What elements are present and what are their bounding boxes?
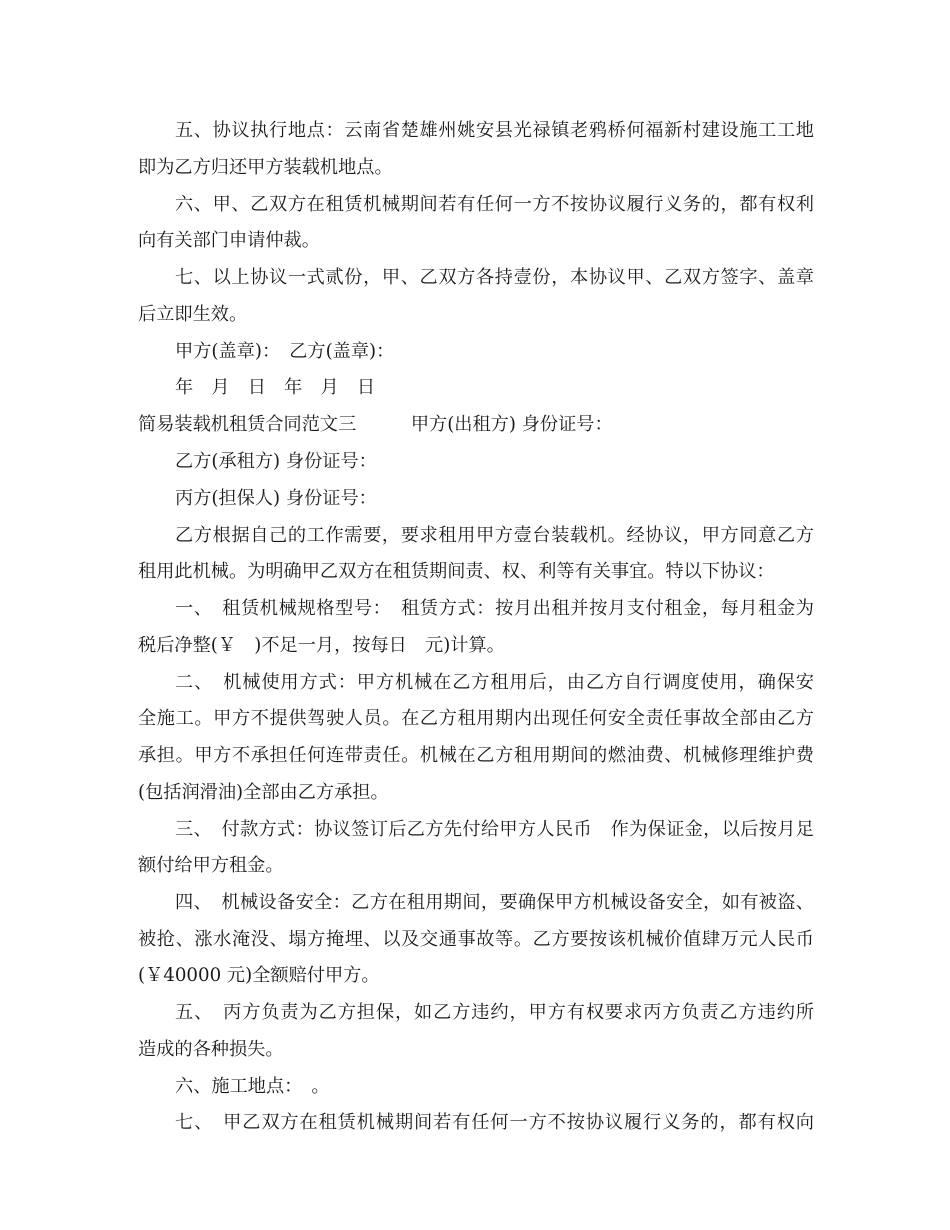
- clause-line: 二、 机械使用方式：甲方机械在乙方租用后，由乙方自行调度使用，确保安: [175, 672, 814, 693]
- paragraph-line: 后立即生效。: [138, 304, 248, 325]
- signature-line: 甲方(盖章)： 乙方(盖章)：: [175, 341, 395, 362]
- clause-line: 造成的各种损失。: [138, 1039, 284, 1060]
- paragraph-line: 五、协议执行地点：云南省楚雄州姚安县光禄镇老鸦桥何福新村建设施工工地: [175, 120, 814, 141]
- clause-line: (包括润滑油)全部由乙方承担。: [138, 782, 389, 803]
- paragraph-line: 乙方根据自己的工作需要，要求租用甲方壹台装载机。经协议，甲方同意乙方: [175, 525, 814, 546]
- paragraph-line: 租用此机械。为明确甲乙双方在租赁期间责、权、利等有关事宜。特以下协议：: [138, 561, 775, 582]
- paragraph-line: 六、甲、乙双方在租赁机械期间若有任何一方不按协议履行义务的，都有权利: [175, 194, 814, 215]
- clause-line: 三、 付款方式：协议签订后乙方先付给甲方人民币 作为保证金，以后按月足: [175, 819, 814, 840]
- paragraph-line: 向有关部门申请仲裁。: [138, 230, 320, 251]
- paragraph-line: 即为乙方归还甲方装载机地点。: [138, 157, 393, 178]
- clause-line: 全施工。甲方不提供驾驶人员。在乙方租用期内出现任何安全责任事故全部由乙方: [138, 708, 814, 729]
- clause-line: (￥40000 元)全额赔付甲方。: [138, 965, 380, 986]
- clause-line: 一、 租赁机械规格型号： 租赁方式：按月出租并按月支付租金，每月租金为: [175, 598, 814, 619]
- clause-line: 五、 丙方负责为乙方担保，如乙方违约，甲方有权要求丙方负责乙方违约所: [175, 1002, 814, 1023]
- party-c-line: 丙方(担保人) 身份证号：: [175, 488, 377, 509]
- clause-line: 额付给甲方租金。: [138, 855, 284, 876]
- clause-line: 七、 甲乙双方在租赁机械期间若有任何一方不按协议履行义务的，都有权向: [175, 1112, 814, 1133]
- party-b-line: 乙方(承租方) 身份证号：: [175, 451, 377, 472]
- contract-title-line: 简易装载机租赁合同范文三 甲方(出租方) 身份证号：: [138, 414, 613, 435]
- clause-line: 六、施工地点： 。: [175, 1076, 330, 1097]
- paragraph-line: 七、以上协议一式贰份，甲、乙双方各持壹份，本协议甲、乙双方签字、盖章: [175, 267, 814, 288]
- date-line: 年 月 日 年 月 日: [175, 377, 376, 398]
- clause-line: 被抢、涨水淹没、塌方掩埋、以及交通事故等。乙方要按该机械价值肆万元人民币: [138, 929, 814, 950]
- clause-line: 承担。甲方不承担任何连带责任。机械在乙方租用期间的燃油费、机械修理维护费: [138, 745, 814, 766]
- clause-line: 四、 机械设备安全：乙方在租用期间，要确保甲方机械设备安全，如有被盗、: [175, 892, 814, 913]
- clause-line: 税后净整(￥ )不足一月，按每日 元)计算。: [138, 635, 505, 656]
